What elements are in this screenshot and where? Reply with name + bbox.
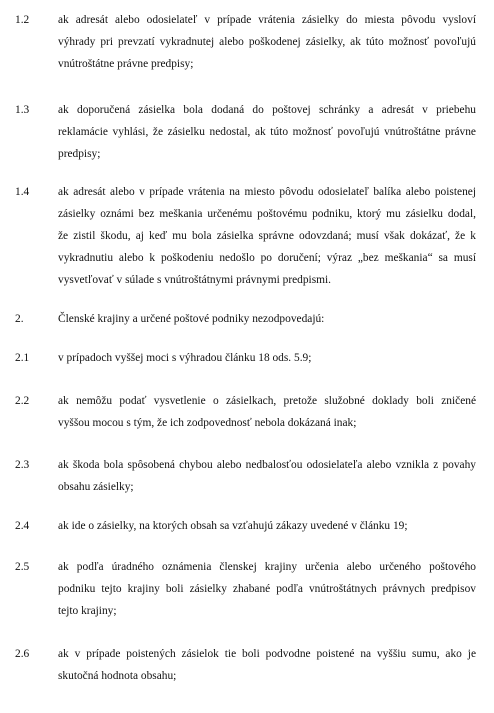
clause-line: vnútroštátne právne predpisy; <box>58 58 194 70</box>
clause-text <box>58 308 476 330</box>
clause-line: ak v prípade poistených zásielok tie boli podvodne poistené na vyššiu sumu, ako je <box>58 648 476 660</box>
clause-text <box>58 181 476 291</box>
clause-number: 2.1 <box>15 352 30 364</box>
clause-line: reklamácie vyhlási, že zásielku nedostal, ak túto možnosť povoľujú vnútroštátne právne <box>58 126 476 138</box>
clause-number: 2.2 <box>15 395 30 407</box>
clause-number: 2.6 <box>15 648 30 660</box>
clause-text <box>58 556 476 622</box>
clause-line: vyššou mocou s tým, že ich zodpovednosť nebola dokázaná inak; <box>58 417 357 429</box>
clause-line: ak škoda bola spôsobená chybou alebo nedbalosťou odosielateľa alebo vznikla z povahy <box>58 459 476 471</box>
clause-line: vykradnutiu alebo k poškodeniu nedošlo po doručení; výraz „bez meškania“ sa musí <box>58 252 476 264</box>
clause-line: podniku tejto krajiny boli zásielky zhabané podľa vnútroštátnych právnych predpisov <box>58 583 476 595</box>
clause-line: že zistil škodu, aj keď mu bola zásielka správne odovzdaná; musí však dokázať, že k <box>58 230 476 242</box>
clause-line: tejto krajiny; <box>58 605 117 617</box>
clause-line: zásielky oznámi bez meškania určenému poštovému podniku, ktorý mu zásielku dodal, <box>58 208 476 220</box>
clause-line: ak adresát alebo odosielateľ v prípade vrátenia zásielky do miesta pôvodu vysloví <box>58 14 476 26</box>
clause-line: ak podľa úradného oznámenia členskej krajiny určenia alebo určeného poštového <box>58 561 476 573</box>
clause-text <box>58 454 476 498</box>
clause-number: 1.2 <box>15 14 30 26</box>
clause-line: Členské krajiny a určené poštové podniky nezodpovedajú: <box>58 313 325 325</box>
clause-line: ak ide o zásielky, na ktorých obsah sa vzťahujú zákazy uvedené v článku 19; <box>58 520 408 532</box>
clause-number: 1.3 <box>15 104 30 116</box>
clause-line: výhrady pri prevzatí vykradnutej alebo poškodenej zásielky, ak túto možnosť povoľujú <box>58 36 476 48</box>
clause-text <box>58 99 476 165</box>
clause-line: obsahu zásielky; <box>58 481 134 493</box>
clause-number: 2.5 <box>15 561 30 573</box>
clause-line: ak doporučená zásielka bola dodaná do poštovej schránky a adresát v priebehu <box>58 104 476 116</box>
clause-line: skutočná hodnota obsahu; <box>58 670 177 682</box>
clause-line: vysvetľovať v súlade s vnútroštátnymi právnymi predpismi. <box>58 274 332 286</box>
clause-line: ak nemôžu podať vysvetlenie o zásielkach, pretože služobné doklady boli zničené <box>58 395 476 407</box>
clause-text <box>58 347 476 369</box>
clause-text <box>58 390 476 434</box>
clause-number: 2. <box>15 313 24 325</box>
clause-text <box>58 9 476 75</box>
clause-number: 2.3 <box>15 459 30 471</box>
clause-number: 1.4 <box>15 186 30 198</box>
clause-text <box>58 643 476 687</box>
clause-line: ak adresát alebo v prípade vrátenia na miesto pôvodu odosielateľ balíka alebo poistenej <box>58 186 476 198</box>
clause-number: 2.4 <box>15 520 30 532</box>
clause-line: predpisy; <box>58 148 101 160</box>
clause-line: v prípadoch vyššej moci s výhradou článku 18 ods. 5.9; <box>58 352 312 364</box>
clause-text <box>58 515 476 537</box>
